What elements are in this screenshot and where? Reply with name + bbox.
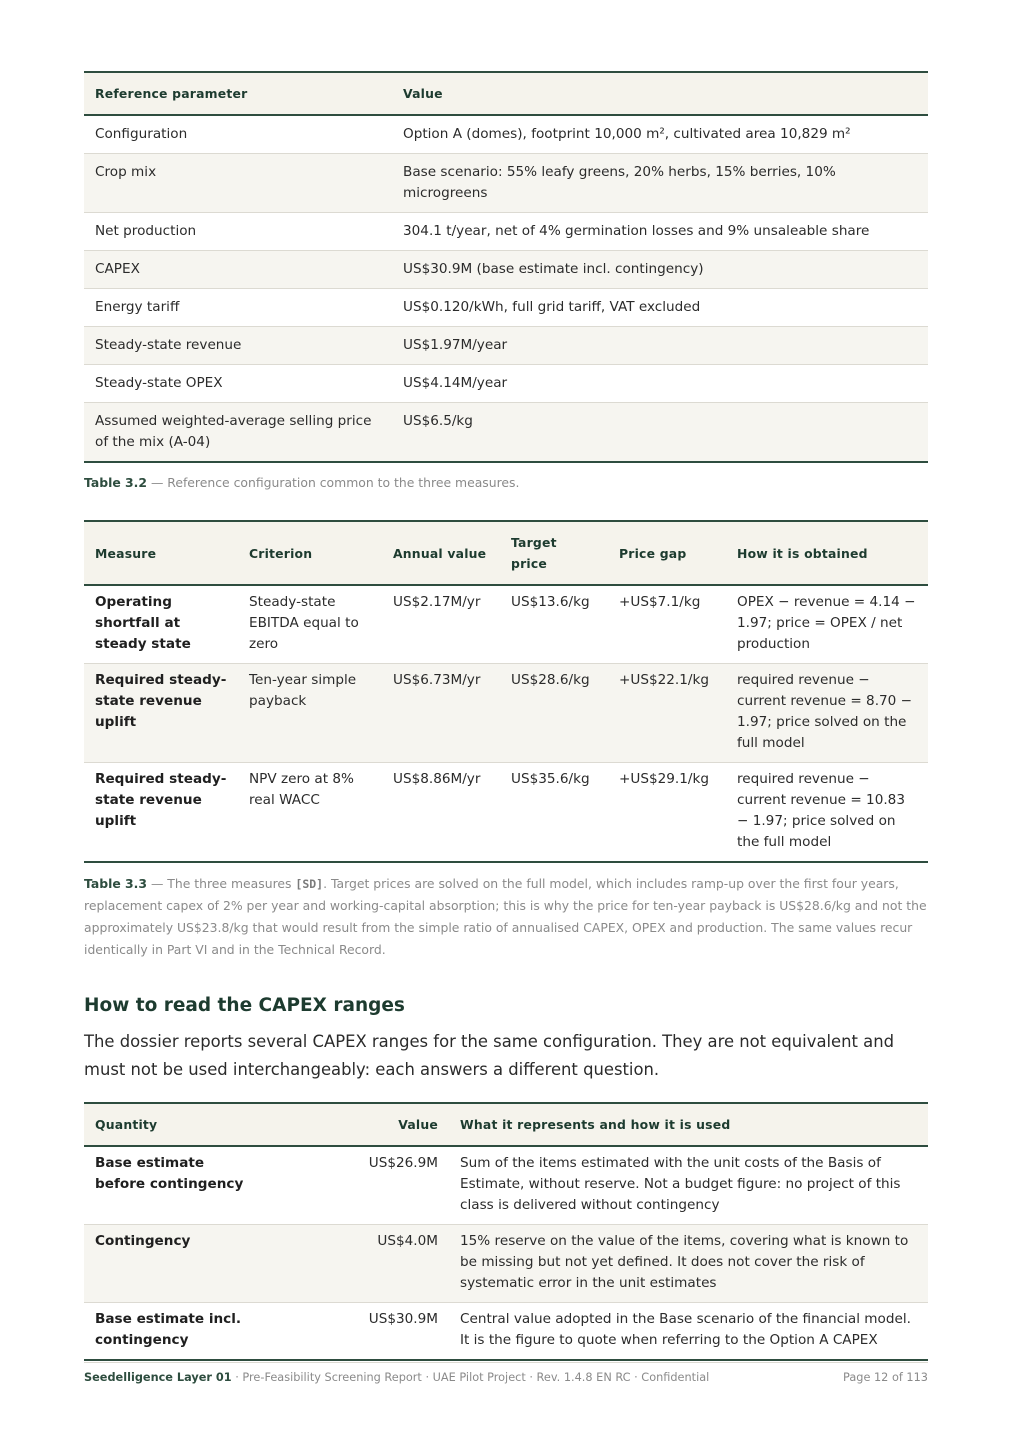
table-row — [84, 585, 928, 664]
page-number: Page 12 of 113 — [843, 1371, 928, 1384]
footer-left — [84, 1371, 709, 1384]
parameter-cell: Energy tariff — [84, 289, 392, 327]
quantity-cell: Contingency — [84, 1225, 260, 1303]
criterion-cell: Ten-year simple payback — [238, 664, 382, 763]
table-row — [84, 251, 928, 289]
measure-cell: Operating shortfall at steady state — [84, 585, 238, 664]
column-header: Value — [392, 72, 928, 115]
annual-value-cell: US$2.17M/yr — [382, 585, 500, 664]
column-header: What it represents and how it is used — [449, 1103, 928, 1146]
value-cell: US$30.9M — [260, 1303, 449, 1361]
page-footer — [84, 1362, 928, 1384]
caption-text: — The three measures — [147, 876, 296, 891]
caption-label: Table 3.3 — [84, 876, 147, 891]
price-gap-cell: +US$22.1/kg — [608, 664, 726, 763]
price-gap-cell: +US$29.1/kg — [608, 763, 726, 863]
target-price-cell: US$28.6/kg — [500, 664, 608, 763]
column-header: Reference parameter — [84, 72, 392, 115]
table-row — [84, 403, 928, 463]
annual-value-cell: US$6.73M/yr — [382, 664, 500, 763]
column-header: Quantity — [84, 1103, 260, 1146]
capex-ranges-table — [84, 1102, 928, 1361]
footer-brand: Seedelligence Layer 01 — [84, 1371, 232, 1384]
table-row — [84, 213, 928, 251]
how-obtained-cell: OPEX − revenue = 4.14 − 1.97; price = OPEX / net production — [726, 585, 928, 664]
how-obtained-cell: required revenue − current revenue = 8.70 − 1.97; price solved on the full model — [726, 664, 928, 763]
description-cell: 15% reserve on the value of the items, covering what is known to be missing but not yet defined. It does not cover the risk of systematic error in the unit estimates — [449, 1225, 928, 1303]
value-cell: US$4.0M — [260, 1225, 449, 1303]
source-tag: [SD] — [295, 877, 324, 891]
column-header: Criterion — [238, 521, 382, 585]
description-cell: Sum of the items estimated with the unit costs of the Basis of Estimate, without reserve. Not a budget figure: no project of this class is delivered without contingency — [449, 1146, 928, 1225]
section-paragraph: The dossier reports several CAPEX ranges for the same configuration. They are not equivalent and must not be used interchangeably: each answers a different question. — [84, 1032, 894, 1079]
parameter-cell: Assumed weighted-average selling price of the mix (A-04) — [84, 403, 392, 463]
measure-cell: Required steady-state revenue uplift — [84, 664, 238, 763]
parameter-cell: Configuration — [84, 115, 392, 154]
parameter-cell: Steady-state OPEX — [84, 365, 392, 403]
quantity-cell: Base estimate before contingency — [84, 1146, 260, 1225]
footer-text: · Pre-Feasibility Screening Report · UAE Pilot Project · Rev. 1.4.8 EN RC · Confidential — [231, 1371, 710, 1384]
value-cell: US$4.14M/year — [392, 365, 928, 403]
parameter-cell: Crop mix — [84, 154, 392, 213]
table-row — [84, 763, 928, 863]
table-header-row — [84, 1103, 928, 1146]
value-cell: US$0.120/kWh, full grid tariff, VAT excluded — [392, 289, 928, 327]
target-price-cell: US$35.6/kg — [500, 763, 608, 863]
annual-value-cell: US$8.86M/yr — [382, 763, 500, 863]
column-header: How it is obtained — [726, 521, 928, 585]
value-cell: US$26.9M — [260, 1146, 449, 1225]
table-row — [84, 115, 928, 154]
table-row — [84, 365, 928, 403]
value-cell: Base scenario: 55% leafy greens, 20% herbs, 15% berries, 10% microgreens — [392, 154, 928, 213]
column-header: Price gap — [608, 521, 726, 585]
value-cell: US$6.5/kg — [392, 403, 928, 463]
how-obtained-cell: required revenue − current revenue = 10.83 − 1.97; price solved on the full model — [726, 763, 928, 863]
column-header: Annual value — [382, 521, 500, 585]
column-header: Value — [260, 1103, 449, 1146]
price-gap-cell: +US$7.1/kg — [608, 585, 726, 664]
table-row — [84, 154, 928, 213]
reference-configuration-table — [84, 71, 928, 463]
caption-label: Table 3.2 — [84, 475, 147, 490]
table-row — [84, 664, 928, 763]
measures-table — [84, 520, 928, 863]
measure-cell: Required steady-state revenue uplift — [84, 763, 238, 863]
table-row — [84, 289, 928, 327]
document-page — [84, 71, 928, 1361]
description-cell: Central value adopted in the Base scenario of the financial model. It is the figure to quote when referring to the Option A CAPEX — [449, 1303, 928, 1361]
table-caption — [84, 873, 928, 961]
table-header-row — [84, 521, 928, 585]
value-cell: US$1.97M/year — [392, 327, 928, 365]
column-header: Target price — [500, 521, 608, 585]
criterion-cell: NPV zero at 8% real WACC — [238, 763, 382, 863]
caption-text: — Reference configuration common to the three measures. — [147, 475, 520, 490]
parameter-cell: CAPEX — [84, 251, 392, 289]
table-header-row — [84, 72, 928, 115]
caption-text: . Target prices are solved on the full model, which includes ramp-up over the first four years, replacement capex of 2% per year and working-capital absorption; this is why the price for ten-year payback is US$28.6/kg and not the approximately US$23.8/kg that would result from the simple ratio of annualised CAPEX, OPEX and production. The same values recur identically in Part VI and in the Technical Record. — [84, 876, 927, 957]
table-row — [84, 1303, 928, 1361]
parameter-cell: Steady-state revenue — [84, 327, 392, 365]
parameter-cell: Net production — [84, 213, 392, 251]
criterion-cell: Steady-state EBITDA equal to zero — [238, 585, 382, 664]
column-header: Measure — [84, 521, 238, 585]
target-price-cell: US$13.6/kg — [500, 585, 608, 664]
table-row — [84, 1146, 928, 1225]
quantity-cell: Base estimate incl. contingency — [84, 1303, 260, 1361]
table-caption — [84, 472, 928, 494]
value-cell: 304.1 t/year, net of 4% germination losses and 9% unsaleable share — [392, 213, 928, 251]
value-cell: Option A (domes), footprint 10,000 m², cultivated area 10,829 m² — [392, 115, 928, 154]
value-cell: US$30.9M (base estimate incl. contingency) — [392, 251, 928, 289]
table-row — [84, 327, 928, 365]
table-row — [84, 1225, 928, 1303]
section-heading: How to read the CAPEX ranges — [84, 995, 405, 1016]
